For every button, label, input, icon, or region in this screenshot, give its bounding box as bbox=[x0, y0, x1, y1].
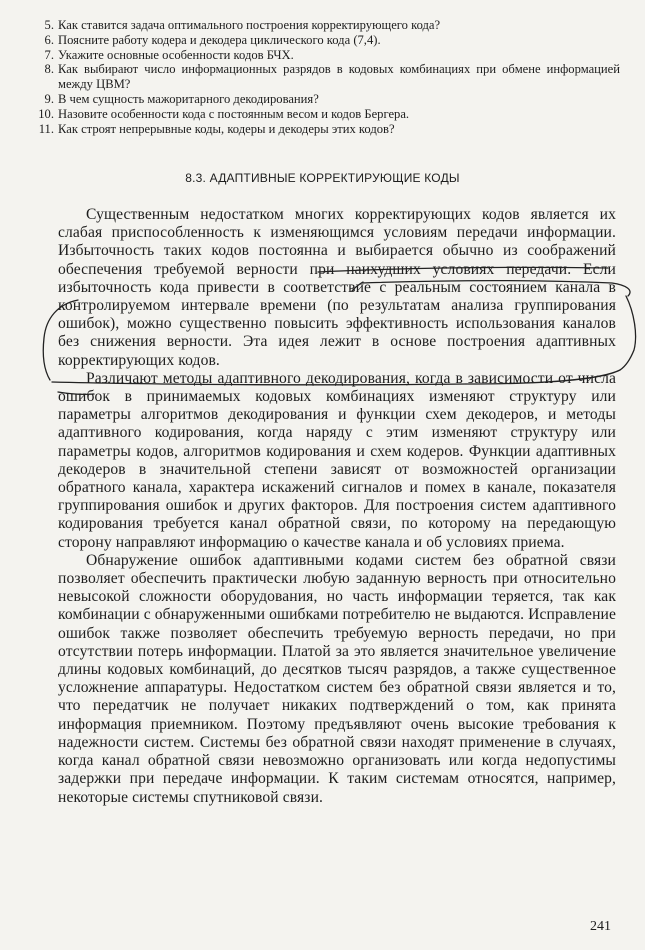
pen-loop-right bbox=[620, 296, 636, 370]
question-number: 7. bbox=[44, 47, 54, 62]
question-text: Как ставится задача оптимального построения корректирующего кода? bbox=[58, 18, 441, 32]
question-text: Поясните работу кодера и декодера циклического кода (7,4). bbox=[58, 32, 381, 47]
section-body bbox=[58, 206, 616, 807]
question-number: 9. bbox=[44, 91, 54, 106]
paragraph-methods: Различают методы адаптивного декодирования, когда в зависимости от числа ошибок в принимаемых кодовых комбинациях изменяют структуру или параметры алгоритмов декодирования и функции схем декодеров, и методы адаптивного кодирования, когда наряду с этим изменяют структуру или параметры кодов, алгоритмов кодирования и схем кодеров. Функции адаптивных декодеров в значительной степени зависят от возможностей организации обратного канала, характера искажений сигналов и помех в канале, показателя группирования ошибок и других факторов. Для построения систем адаптивного кодирования требуется канал обратной связи, по которому на передающую сторону направляют информацию о качестве канала и об условиях приема. bbox=[58, 369, 616, 551]
paragraph-error-detection: Обнаружение ошибок адаптивными кодами систем без обратной связи позволяет обеспечить практически любую заданную верность при относительно невысокой сложности оборудования, но часть информации теряется, так как комбинации с обнаруженными ошибками потребителю не выдаются. Исправление ошибок также позволяет обеспечить требуемую верность передачи, но при отсутствии потерь информации. Платой за это является значительное увеличение длины кодовых комбинаций, до десятков тысяч разрядов, а также существенное усложнение аппаратуры. Недостатком систем без обратной связи является и то, что передатчик не получает никаких подтверждений о том, как принята информация приемником. Поэтому предъявляют очень высокие требования к надежности систем. Системы без обратной связи находят применение в случаях, когда канал обратной связи невозможно организовать или когда недопустимы задержки при передаче информации. К таким системам относятся, например, некоторые системы спутниковой связи. bbox=[58, 551, 616, 806]
question-item bbox=[30, 33, 620, 48]
paragraph-intro: Существенным недостатком многих корректирующих кодов является их слабая приспособленность к изменяющимся условиям передачи информации. Избыточность таких кодов постоянна и выбирается обычно из соображений обеспечения требуемой верности при наихудших условиях передачи. Если избыточность кода привести в соответствие с реальным состоянием канала в контролируемом интервале времени (по результатам анализа группирования ошибок), можно существенно повысить эффективность использования каналов без снижения верности. Эта идея лежит в основе построения адаптивных корректирующих кодов. bbox=[58, 206, 616, 369]
review-questions-list bbox=[30, 18, 620, 136]
question-item bbox=[30, 18, 620, 33]
question-number: 5. bbox=[44, 18, 54, 32]
section-heading: 8.3. АДАПТИВНЫЕ КОРРЕКТИРУЮЩИЕ КОДЫ bbox=[185, 171, 460, 185]
question-item bbox=[30, 107, 620, 122]
question-number: 8. bbox=[44, 62, 54, 77]
question-text: В чем сущность мажоритарного декодирования? bbox=[58, 91, 319, 106]
page-number: 241 bbox=[590, 919, 611, 934]
question-number: 11. bbox=[38, 121, 54, 136]
question-number: 10. bbox=[38, 106, 54, 121]
question-number: 6. bbox=[44, 32, 54, 47]
question-item bbox=[30, 122, 620, 137]
question-text: Как строят непрерывные коды, кодеры и декодеры этих кодов? bbox=[58, 121, 395, 136]
question-text: Назовите особенности кода с постоянным весом и кодов Бергера. bbox=[58, 106, 410, 121]
question-text: Как выбирают число информационных разрядов в кодовых комбинациях при обмене информацией между ЦВМ? bbox=[58, 62, 620, 92]
question-item bbox=[30, 92, 620, 107]
question-text: Укажите основные особенности кодов БЧХ. bbox=[58, 47, 294, 62]
question-item bbox=[30, 48, 620, 63]
question-item bbox=[30, 62, 620, 92]
